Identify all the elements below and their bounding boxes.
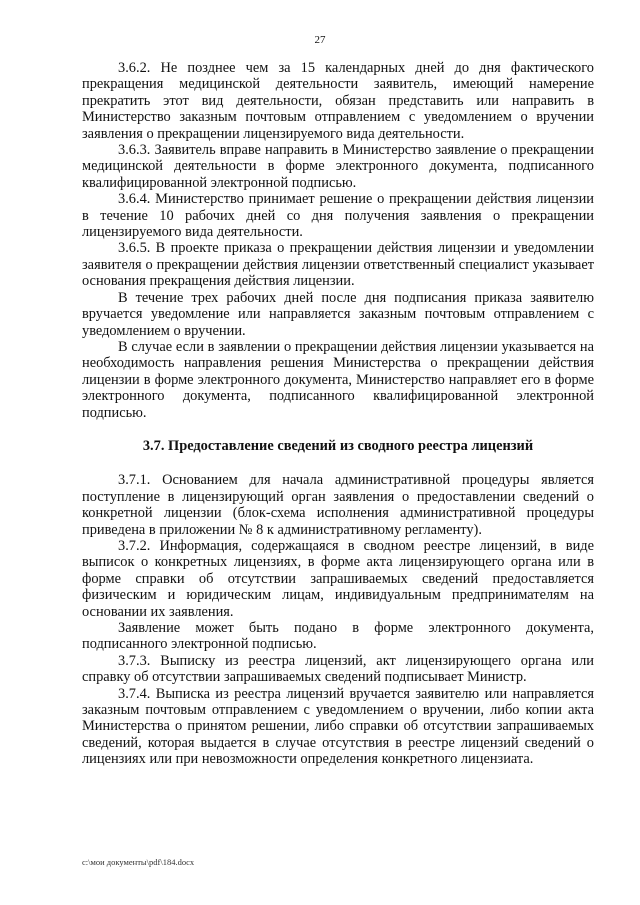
section-heading: 3.7. Предоставление сведений из сводного реестра лицензий <box>142 437 534 454</box>
paragraph-3-6-4: 3.6.4. Министерство принимает решение о прекращении действия лицензии в течение 10 рабочих дней со дня получения заявления о прекращении лицензируемого вида деятельности. <box>82 191 594 241</box>
document-body <box>82 60 594 768</box>
paragraph-3-7-1: 3.7.1. Основанием для начала административной процедуры является поступление в лицензирующий орган заявления о предоставлении сведений о конкретной лицензии (блок-схема исполнения административной процедуры приведена в приложении № 8 к административному регламенту). <box>82 472 594 538</box>
paragraph-electronic-application: Заявление может быть подано в форме электронного документа, подписанного электронной подписью. <box>82 620 594 653</box>
paragraph-electronic-decision: В случае если в заявлении о прекращении действия лицензии указывается на необходимость направления решения Министерства о прекращении действия лицензии в форме электронного документа, Министерство направляет его в форме электронного документа, подписанного квалифицированной электронной подписью. <box>82 338 594 421</box>
paragraph-3-7-4: 3.7.4. Выписка из реестра лицензий вручается заявителю или направляется заказным почтовым отправлением с уведомлением о вручении, либо копии акта Министерства о принятом решении, либо справки об отсутствии запрашиваемых сведений, которая выдается в случае отсутствия в реестре лицензий сведений о лицензиях или при невозможности определения конкретного лицензиата. <box>82 685 594 768</box>
paragraph-3-7-2: 3.7.2. Информация, содержащаяся в сводном реестре лицензий, в виде выписок о конкретных лицензиях, в форме акта лицензирующего органа или в форме справки об отсутствии запрашиваемых сведений предоставляется физическим и юридическим лицам, индивидуальным предпринимателям на основании их заявления. <box>82 537 594 620</box>
paragraph-delivery-notice: В течение трех рабочих дней после дня подписания приказа заявителю вручается уведомление или направляется заказным почтовым отправлением с уведомлением о вручении. <box>82 289 594 339</box>
page-number: 27 <box>314 34 326 46</box>
paragraph-3-6-2: 3.6.2. Не позднее чем за 15 календарных дней до дня фактического прекращения медицинской деятельности заявитель, имеющий намерение прекратить этот вид деятельности, обязан представить или направить в Министерство заказным почтовым отправлением с уведомлением о вручении заявления о прекращении лицензируемого вида деятельности. <box>82 60 594 142</box>
paragraph-3-7-3: 3.7.3. Выписку из реестра лицензий, акт лицензирующего органа или справку об отсутствии запрашиваемых сведений подписывает Министр. <box>82 652 594 686</box>
paragraph-3-6-3: 3.6.3. Заявитель вправе направить в Министерство заявление о прекращении медицинской деятельности в форме электронного документа, подписанного квалифицированной электронной подписью. <box>82 142 594 191</box>
footer-file-path: c:\мои документы\pdf\184.docx <box>82 857 195 867</box>
paragraph-3-6-5: 3.6.5. В проекте приказа о прекращении действия лицензии и уведомлении заявителя о прекращении действия лицензии ответственный специалист указывает основания прекращения действия лицензии. <box>82 240 594 290</box>
